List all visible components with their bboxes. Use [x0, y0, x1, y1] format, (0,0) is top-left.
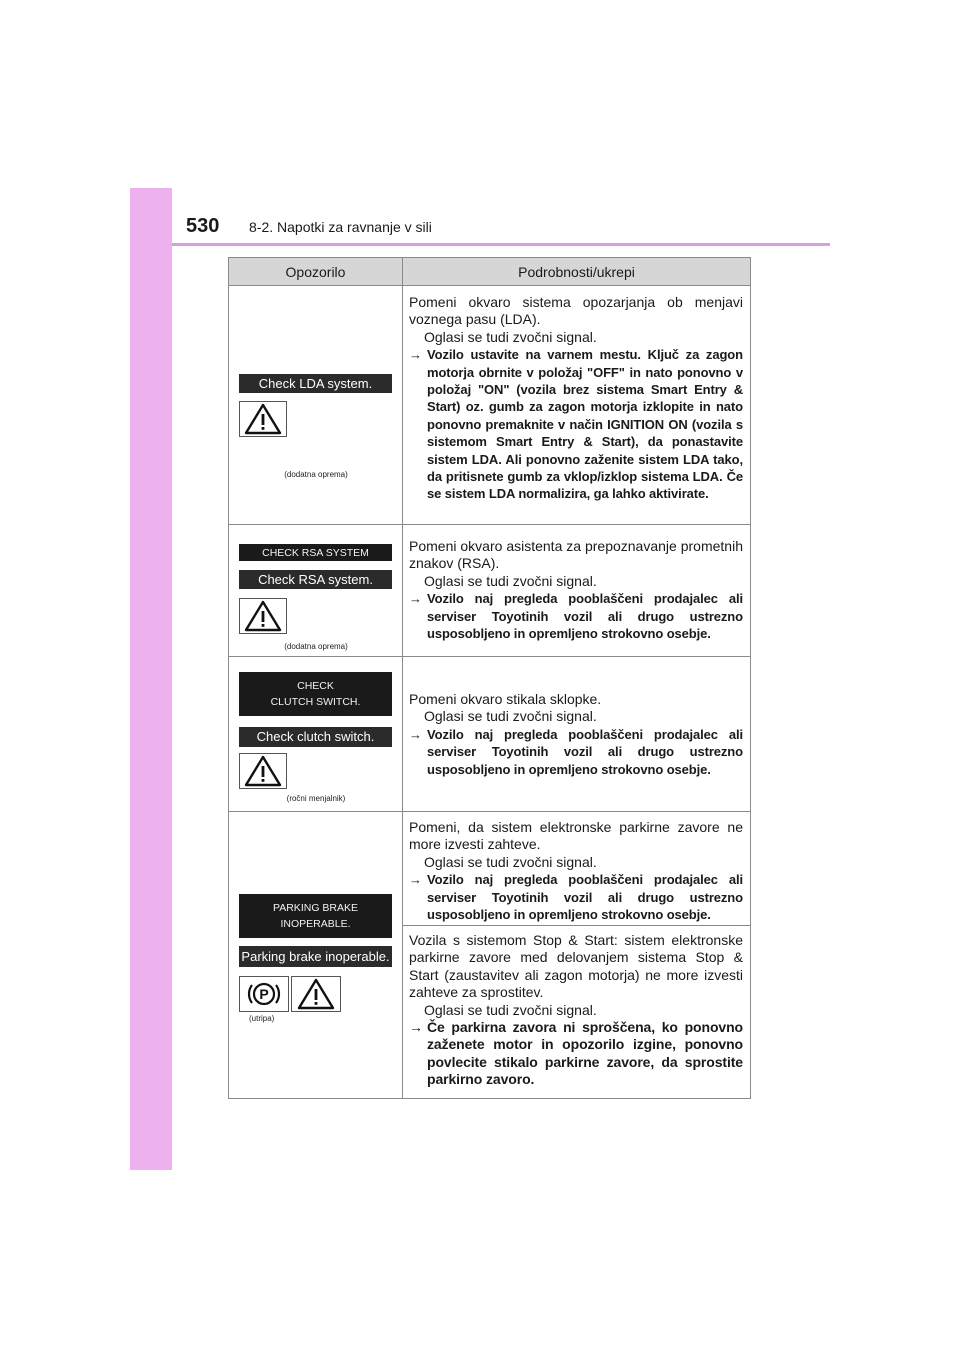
warning-icons-cell	[229, 525, 403, 657]
details-cell	[403, 657, 751, 812]
lcd-text: CHECK RSA SYSTEM	[262, 546, 369, 559]
description-text: Pomeni okvaro sistema opozarjanja ob menjavi voznega pasu (LDA).	[409, 294, 743, 328]
sound-note: Oglasi se tudi zvočni signal.	[424, 1001, 597, 1018]
manual-transmission-note: (ročni menjalnik)	[286, 794, 346, 803]
action-text: Vozilo ustavite na varnem mestu. Ključ za zagon motorja obrnite v položaj "OFF" in nato ponovno v položaj "ON" (vozila brez sistema Smart Entry & Start) oz. gumb za zagon motorja izklopite in nato ponovno premaknite v način IGNITION ON (vozila s sistemom Smart Entry & Start), da ponastavite sistem LDA. Ali ponovno zaženite sistem LDA tako, da pritisnete gumb za vklop/izklop sistema LDA. Če se sistem LDA normalizira, ga lahko aktivirate.	[427, 347, 743, 502]
svg-text:P: P	[259, 986, 269, 1002]
optional-equipment-note: (dodatna oprema)	[284, 470, 348, 479]
action-item	[409, 346, 743, 503]
lcd-text: PARKING BRAKE INOPERABLE.	[273, 902, 358, 930]
lcd-message-multi-info: Check LDA system.	[239, 374, 392, 393]
section-title: 8-2. Napotki za ravnanje v sili	[249, 219, 432, 235]
lcd-text: CHECK CLUTCH SWITCH.	[270, 680, 361, 708]
arrow-icon: →	[409, 591, 422, 607]
table-row	[229, 525, 751, 657]
flashing-note: (utripa)	[249, 1014, 275, 1023]
description-text: Pomeni okvaro asistenta za prepoznavanje prometnih znakov (RSA).	[409, 538, 743, 572]
action-item	[409, 1019, 743, 1089]
details-cell	[403, 525, 751, 657]
arrow-icon: →	[409, 347, 422, 363]
description-text: Pomeni okvaro stikala sklopke.	[409, 691, 602, 707]
column-header-warning: Opozorilo	[229, 258, 403, 286]
sound-note: Oglasi se tudi zvočni signal.	[424, 328, 597, 345]
arrow-icon: →	[409, 872, 422, 888]
action-item	[409, 590, 743, 642]
table-row	[229, 286, 751, 525]
optional-equipment-note: (dodatna oprema)	[284, 642, 348, 651]
warning-icons-cell	[229, 286, 403, 525]
master-warning-icon	[239, 401, 287, 437]
lcd-message-upper	[239, 544, 392, 561]
sound-note: Oglasi se tudi zvočni signal.	[424, 853, 597, 870]
warning-icons-cell	[229, 657, 403, 812]
header-rule	[172, 243, 830, 246]
action-text: Vozilo naj pregleda pooblaščeni prodajalec ali serviser Toyotinih vozil ali drugo ustrezno usposobljeno in opremljeno strokovno osebje.	[427, 726, 743, 777]
master-warning-icon	[291, 976, 341, 1012]
details-cell	[403, 286, 751, 525]
lcd-message-multi-info: Check clutch switch.	[239, 727, 392, 747]
arrow-icon: →	[409, 726, 422, 742]
details-cell	[403, 812, 751, 926]
lcd-message-multi-info: Parking brake inoperable.	[239, 946, 392, 967]
table-header-row	[229, 258, 751, 286]
warning-table	[228, 257, 751, 1099]
action-item	[409, 726, 743, 778]
action-item	[409, 871, 743, 923]
table-row	[229, 657, 751, 812]
column-header-details: Podrobnosti/ukrepi	[403, 258, 751, 286]
lcd-message-upper	[239, 672, 392, 716]
action-text: Če parkirna zavora ni sproščena, ko ponovno zaženete motor in opozorilo izgine, ponovno povlecite stikalo parkirne zavore, da sprostite parkirno zavoro.	[427, 1019, 743, 1088]
table-row	[229, 812, 751, 926]
arrow-icon: →	[409, 1019, 423, 1036]
action-text: Vozilo naj pregleda pooblaščeni prodajalec ali serviser Toyotinih vozil ali drugo ustrezno usposobljeno in opremljeno strokovno osebje.	[427, 872, 743, 923]
sound-note: Oglasi se tudi zvočni signal.	[424, 572, 597, 589]
description-text: Vozila s sistemom Stop & Start: sistem elektronske parkirne zavore med delovanjem sistema Stop & Start (zaustavitev ali zagon motorja) ne more izvesti zahteve za sprostitev.	[409, 932, 743, 1001]
warning-icons-cell	[229, 812, 403, 1099]
chapter-side-tab	[130, 188, 172, 1170]
details-cell	[403, 926, 751, 1099]
description-text: Pomeni, da sistem elektronske parkirne zavore ne more izvesti zahteve.	[409, 819, 743, 853]
lcd-message-multi-info: Check RSA system.	[239, 570, 392, 589]
master-warning-icon	[239, 598, 287, 634]
parking-brake-icon	[239, 976, 289, 1012]
page-number: 530	[186, 215, 220, 237]
master-warning-icon	[239, 753, 287, 789]
action-text: Vozilo naj pregleda pooblaščeni prodajalec ali serviser Toyotinih vozil ali drugo ustrezno usposobljeno in opremljeno strokovno osebje.	[427, 591, 743, 642]
lcd-message-upper	[239, 894, 392, 938]
sound-note: Oglasi se tudi zvočni signal.	[424, 708, 597, 725]
